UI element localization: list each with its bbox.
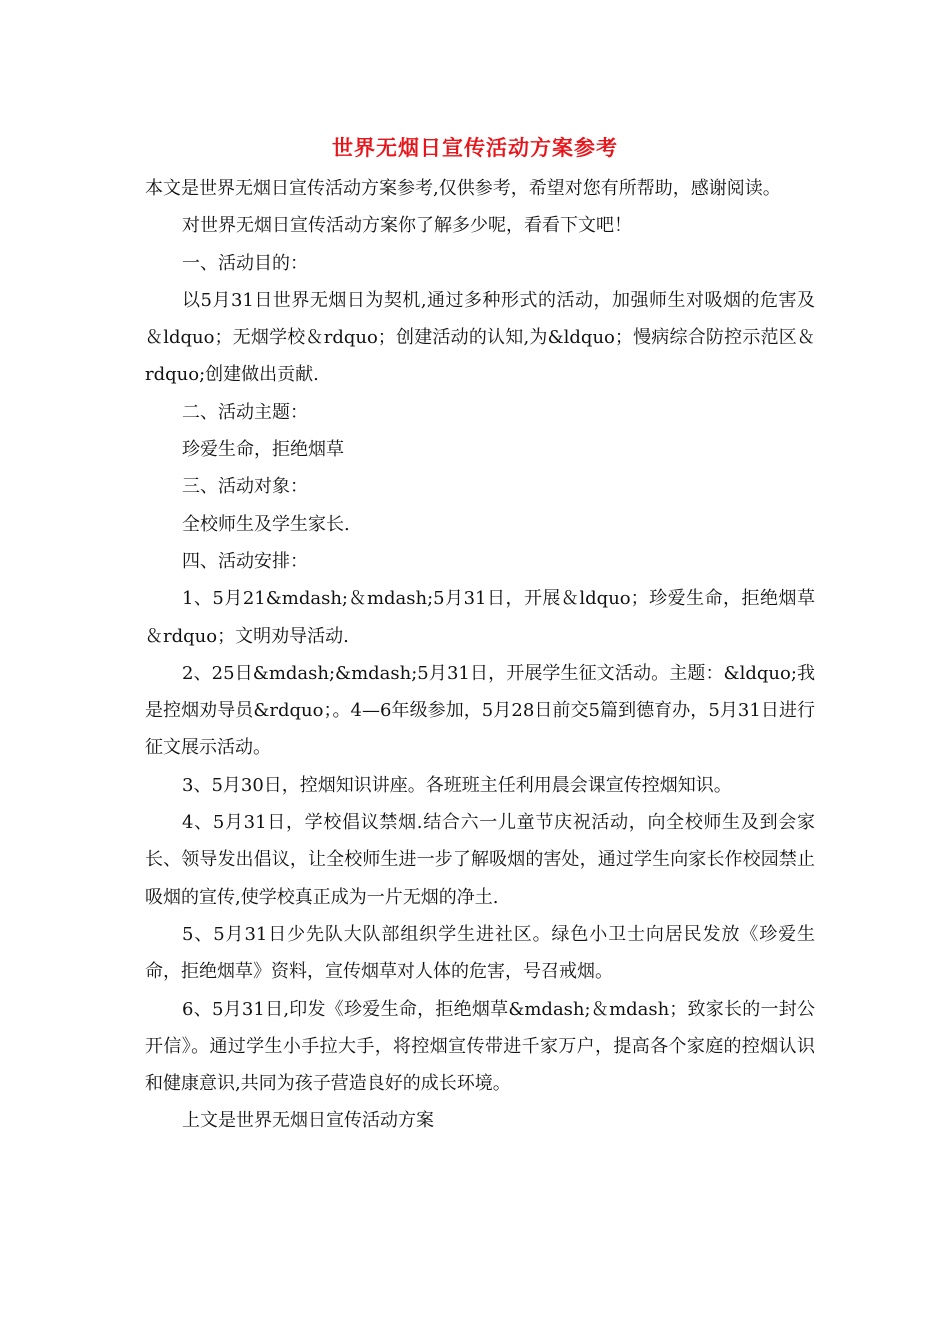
paragraph: 珍爱生命，拒绝烟草 <box>182 439 344 461</box>
paragraph: 本文是世界无烟日宣传活动方案参考,仅供参考，希望对您有所帮助，感谢阅读。 <box>145 178 781 199</box>
paragraph: 四、活动安排： <box>182 550 308 572</box>
paragraph: 二、活动主题： <box>182 401 308 423</box>
paragraph: 4、5月31日，学校倡议禁烟.结合六一儿童节庆祝活动，向全校师生及到会家长、领导发出倡议，让全校师生进一步了解吸烟的害处，通过学生向家长作校园禁止吸烟的宣传,使学校真正成为一片无烟的净土. <box>145 812 815 908</box>
document-body <box>145 170 815 1140</box>
paragraph: 一、活动目的： <box>182 252 308 274</box>
paragraph: 3、5月30日，控烟知识讲座。各班班主任利用晨会课宣传控烟知识。 <box>182 774 732 796</box>
paragraph: 对世界无烟日宣传活动方案你了解多少呢，看看下文吧！ <box>182 215 632 237</box>
paragraph: 2、25日&mdash;&mdash;5月31日，开展学生征文活动。主题：&ldquo;我是控烟劝导员&rdquo；。4—6年级参加，5月28日前交5篇到德育办，5月31日进行征文展示活动。 <box>145 662 815 759</box>
paragraph: 三、活动对象： <box>182 476 308 498</box>
paragraph: 1、5月21&mdash;＆mdash;5月31日，开展＆ldquo；珍爱生命，拒绝烟草＆rdquo；文明劝导活动. <box>145 588 815 647</box>
paragraph: 5、5月31日少先队大队部组织学生进社区。绿色小卫士向居民发放《珍爱生命，拒绝烟草》资料，宣传烟草对人体的危害，号召戒烟。 <box>145 923 815 983</box>
paragraph: 上文是世界无烟日宣传活动方案 <box>182 1110 434 1132</box>
paragraph: 以5月31日世界无烟日为契机,通过多种形式的活动，加强师生对吸烟的危害及＆ldquo；无烟学校＆rdquo；创建活动的认知,为&ldquo；慢病综合防控示范区＆rdquo;创建做出贡献. <box>145 289 815 386</box>
paragraph: 6、5月31日,印发《珍爱生命，拒绝烟草&mdash;＆mdash；致家长的一封公开信》。通过学生小手拉大手，将控烟宣传带进千家万户，提高各个家庭的控烟认识和健康意识,共同为孩子营造良好的成长环境。 <box>145 998 815 1095</box>
paragraph: 全校师生及学生家长. <box>182 513 350 535</box>
document-title: 世界无烟日宣传活动方案参考 <box>332 136 618 160</box>
